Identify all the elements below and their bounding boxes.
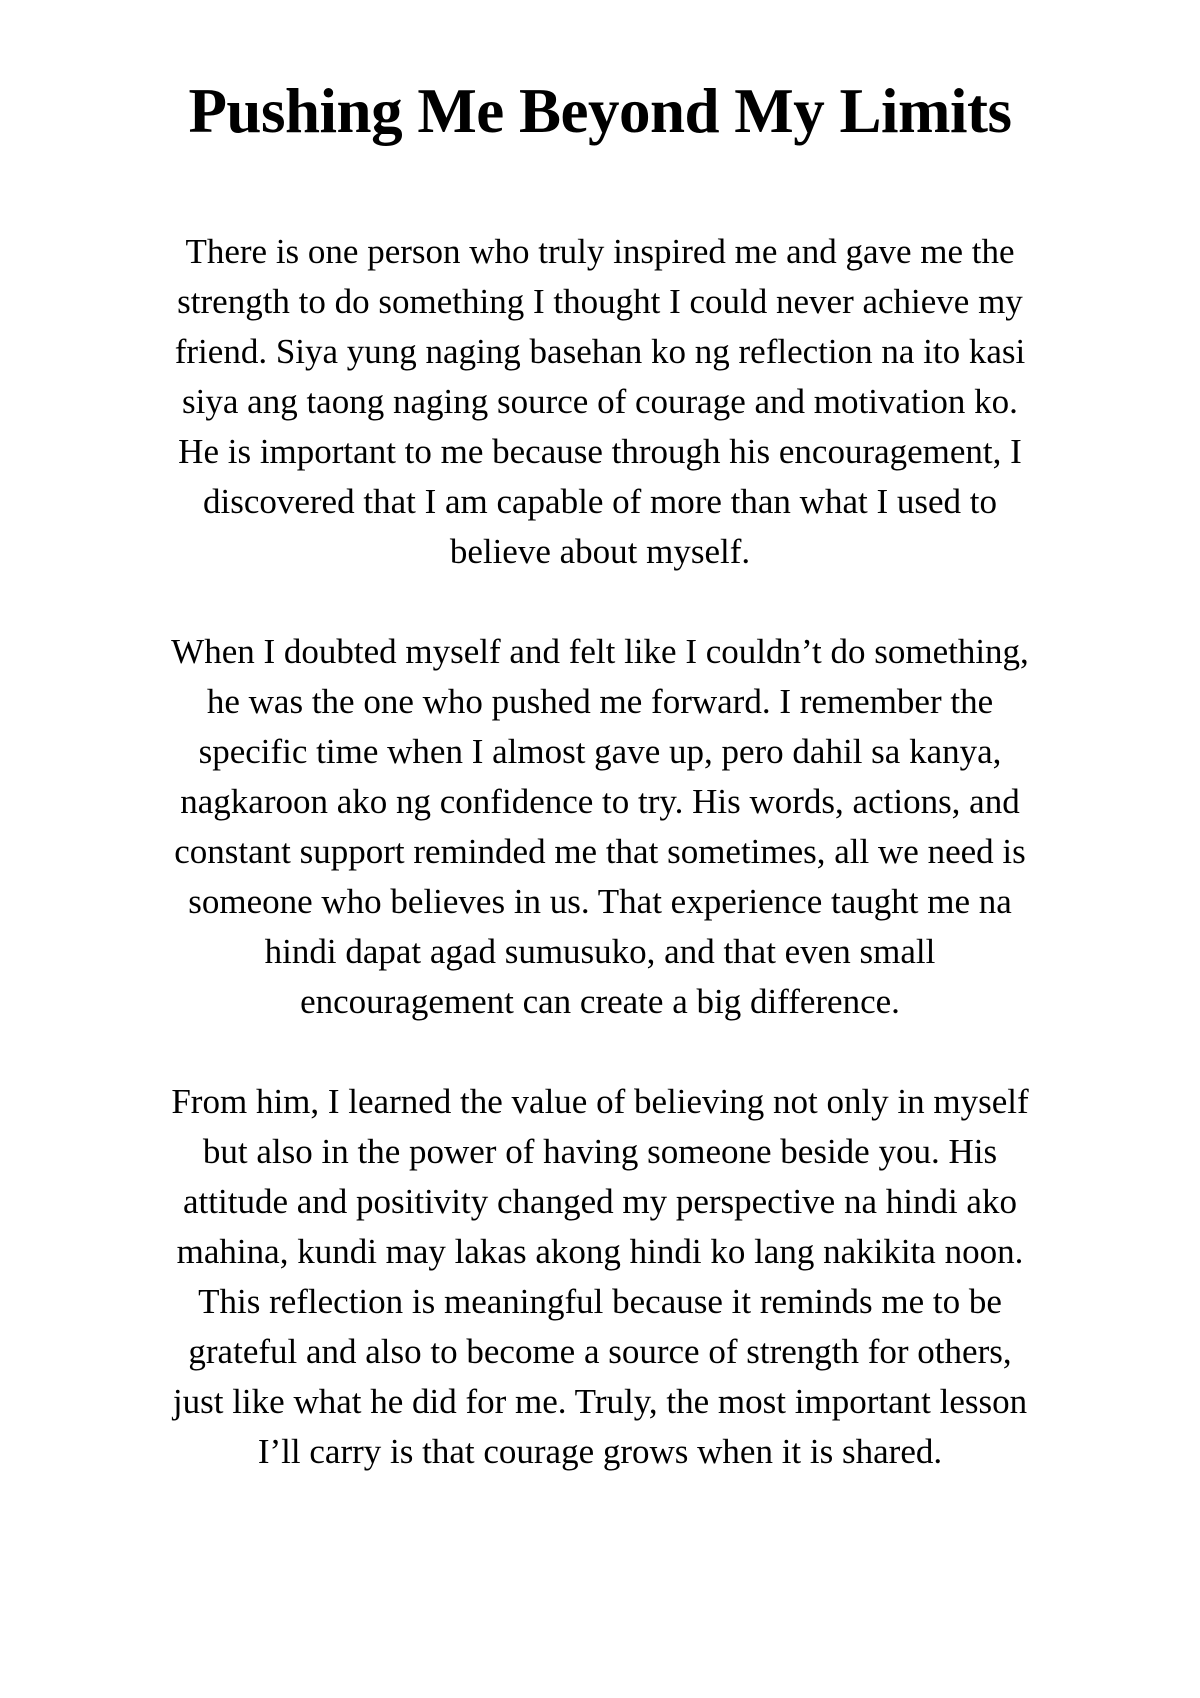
paragraph-2: When I doubted myself and felt like I couldn’t do something, he was the one who pushed me forward. I remember the specific time when I almost gave up, pero dahil sa kanya, nagkaroon ako ng confidence to try. His words, actions, and constant support reminded me that sometimes, all we need is someone who believes in us. That experience taught me na hindi dapat agad sumusuko, and that even small encouragement can create a big difference. — [171, 632, 1029, 1021]
paragraph-1: There is one person who truly inspired me and gave me the strength to do something I thought I could never achieve my friend. Siya yung naging basehan ko ng reflection na ito kasi siya ang taong naging source of courage and motivation ko. He is important to me because through his encouragement, I discovered that I am capable of more than what I used to believe about myself. — [174, 232, 1026, 571]
reflection-body — [162, 227, 1038, 1477]
paragraph-3: From him, I learned the value of believing not only in myself but also in the power of having someone beside you. His attitude and positivity changed my perspective na hindi ako mahina, kundi may lakas akong hindi ko lang nakikita noon. This reflection is meaningful because it reminds me to be grateful and also to become a source of strength for others, just like what he did for me. Truly, the most important lesson I’ll carry is that courage grows when it is shared. — [171, 1082, 1029, 1471]
page-title: Pushing Me Beyond My Limits — [188, 76, 1012, 146]
